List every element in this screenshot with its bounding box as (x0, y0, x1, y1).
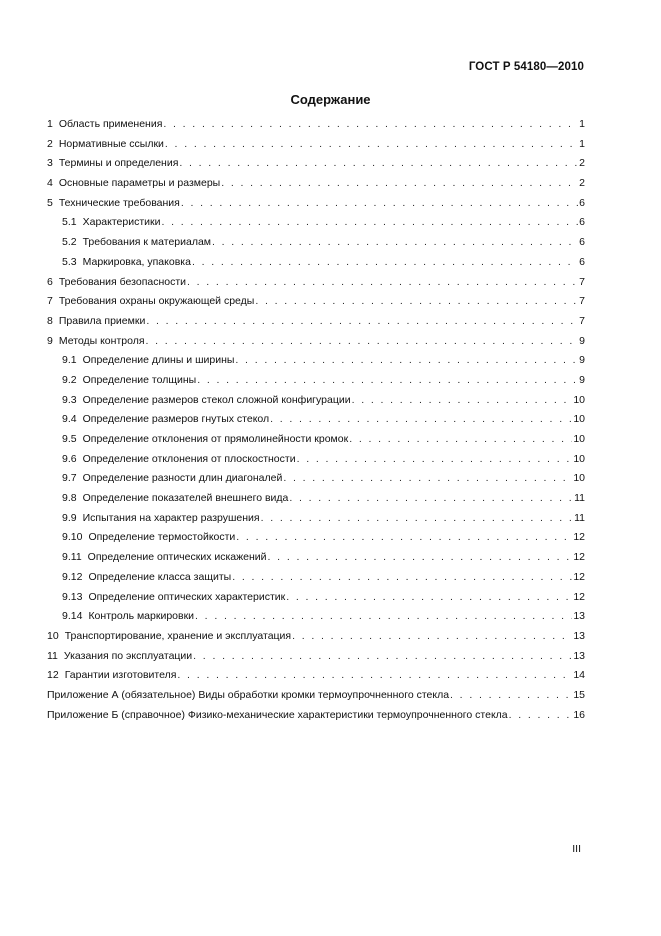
dot-leader (349, 433, 572, 445)
toc-entry[interactable] (47, 630, 585, 650)
toc-entry-label: Основные параметры и размеры (58, 177, 221, 190)
dot-leader (236, 531, 572, 543)
toc-entry-page: 10 (573, 472, 585, 485)
toc-entry-number: 9 (47, 334, 53, 347)
toc-entry[interactable] (47, 453, 585, 473)
dot-leader (146, 315, 578, 327)
toc-entry-number: 5.2 (62, 236, 77, 249)
toc-entry-label: Определение размеров гнутых стекол (82, 413, 270, 426)
page-number: III (572, 843, 581, 855)
toc-entry-label: Определение размеров стекол сложной конфигурации (82, 393, 351, 406)
toc-entry-number: 5 (47, 196, 53, 209)
toc-entry[interactable] (47, 138, 585, 158)
toc-entry[interactable] (47, 472, 585, 492)
toc-entry[interactable] (47, 610, 585, 630)
dot-leader (165, 138, 578, 150)
toc-entry-label: Требования к материалам (82, 236, 212, 249)
toc-entry-page: 15 (573, 688, 585, 701)
dot-leader (195, 610, 572, 622)
toc-entry[interactable] (47, 256, 585, 276)
toc-entry-page: 7 (579, 275, 585, 288)
toc-entry[interactable] (47, 236, 585, 256)
toc-entry[interactable] (47, 394, 585, 414)
toc-entry-label: Определение термостойкости (88, 531, 236, 544)
toc-entry[interactable] (47, 492, 585, 512)
dot-leader (261, 512, 573, 524)
toc-entry-page: 6 (579, 255, 585, 268)
toc-entry-page: 11 (574, 492, 585, 505)
dot-leader (192, 256, 578, 268)
toc-entry-number: 11 (47, 649, 58, 662)
toc-entry-page: 13 (573, 629, 585, 642)
toc-entry-page: 6 (579, 196, 585, 209)
toc-entry-label: Гарантии изготовителя (64, 669, 177, 682)
toc-entry-number: 9.11 (62, 551, 82, 564)
toc-entry[interactable] (47, 118, 585, 138)
dot-leader (197, 374, 578, 386)
toc-entry-number: 5.3 (62, 255, 77, 268)
dot-leader (270, 413, 572, 425)
dot-leader (235, 354, 578, 366)
toc-entry-number: 12 (47, 669, 59, 682)
toc-entry[interactable] (47, 374, 585, 394)
toc-entry-label: Определение показателей внешнего вида (82, 492, 289, 505)
toc-entry-label: Нормативные ссылки (58, 137, 164, 150)
toc-entry-number: 9.12 (62, 570, 83, 583)
toc-entry-page: 2 (579, 157, 585, 170)
toc-entry-page: 12 (573, 570, 585, 583)
toc-entry-number: 8 (47, 314, 53, 327)
dot-leader (509, 709, 573, 721)
toc-entry-page: 12 (573, 551, 585, 564)
toc-entry[interactable] (47, 276, 585, 296)
toc-entry-number: 9.6 (62, 452, 77, 465)
toc-entry-number: 3 (47, 157, 53, 170)
toc-entry-number: 9.8 (62, 492, 77, 505)
toc-entry-page: 14 (573, 669, 585, 682)
toc-entry-label: Определение разности длин диагоналей (82, 472, 283, 485)
toc-entry-label: Приложение Б (справочное) Физико-механические характеристики термоупрочненного стекла (47, 708, 508, 721)
toc-entry-page: 7 (579, 314, 585, 327)
toc-entry-number: 9.14 (62, 610, 83, 623)
toc-entry[interactable] (47, 315, 585, 335)
toc-entry-label: Указания по эксплуатации (63, 649, 193, 662)
toc-entry[interactable] (47, 335, 585, 355)
toc-entry-number: 9.2 (62, 373, 77, 386)
toc-entry-number: 9.13 (62, 590, 83, 603)
toc-entry-label: Определение класса защиты (88, 570, 232, 583)
toc-entry-label: Определение отклонения от плоскостности (82, 452, 296, 465)
dot-leader (286, 591, 572, 603)
toc-entry[interactable] (47, 689, 585, 709)
dot-leader (187, 276, 578, 288)
toc-entry-label: Требования безопасности (58, 275, 187, 288)
toc-entry-number: 9.4 (62, 413, 77, 426)
toc-entry-page: 7 (579, 295, 585, 308)
dot-leader (292, 630, 572, 642)
toc-entry[interactable] (47, 512, 585, 532)
page-title: Содержание (290, 92, 371, 107)
toc-entry[interactable] (47, 197, 585, 217)
dot-leader (193, 650, 572, 662)
toc-entry-page: 11 (574, 511, 585, 524)
toc-entry-number: 9.1 (62, 354, 77, 367)
toc-entry[interactable] (47, 216, 585, 236)
toc-entry[interactable] (47, 295, 585, 315)
toc-entry-page: 1 (579, 137, 585, 150)
toc-entry-number: 6 (47, 275, 53, 288)
toc-entry-page: 9 (579, 334, 585, 347)
toc-entry-page: 9 (579, 373, 585, 386)
dot-leader (181, 197, 578, 209)
toc-entry-number: 4 (47, 177, 53, 190)
toc-entry-label: Определение оптических характеристик (88, 590, 286, 603)
dot-leader (289, 492, 573, 504)
toc-entry-number: 5.1 (62, 216, 77, 229)
toc-entry-number: 9.5 (62, 433, 77, 445)
toc-entry-page: 13 (573, 610, 585, 623)
toc-entry[interactable] (47, 650, 585, 670)
toc-entry-label: Контроль маркировки (88, 610, 195, 623)
toc-entry-label: Термины и определения (58, 157, 179, 170)
dot-leader (212, 236, 578, 248)
toc-entry-label: Определение отклонения от прямолинейности кромок (82, 433, 349, 445)
toc-entry-number: 7 (47, 295, 53, 308)
toc-entry[interactable] (47, 551, 585, 571)
toc-entry[interactable] (47, 433, 585, 453)
dot-leader (221, 177, 578, 189)
dot-leader (450, 689, 572, 701)
toc-entry-label: Испытания на характер разрушения (82, 511, 260, 524)
toc-entry-page: 6 (579, 216, 585, 229)
toc-entry-page: 12 (573, 590, 585, 603)
toc-entry-label: Требования охраны окружающей среды (58, 295, 255, 308)
toc-entry-number: 9.10 (62, 531, 83, 544)
toc-entry-number: 2 (47, 137, 53, 150)
table-of-contents (47, 118, 585, 728)
dot-leader (352, 394, 573, 406)
document-code: ГОСТ Р 54180—2010 (468, 61, 584, 73)
dot-leader (297, 453, 573, 465)
toc-entry[interactable] (47, 669, 585, 689)
toc-entry[interactable] (47, 531, 585, 551)
toc-entry-number: 9.7 (62, 472, 77, 485)
dot-leader (232, 571, 572, 583)
dot-leader (255, 295, 578, 307)
dot-leader (283, 472, 572, 484)
toc-entry-page: 1 (579, 118, 585, 130)
toc-entry-number: 1 (47, 118, 53, 130)
toc-entry-page: 12 (573, 531, 585, 544)
toc-entry[interactable] (47, 591, 585, 611)
toc-entry-label: Характеристики (82, 216, 161, 229)
toc-entry-page: 13 (573, 649, 585, 662)
toc-entry-page: 2 (579, 177, 585, 190)
toc-entry-number: 10 (47, 629, 59, 642)
toc-entry-label: Определение толщины (82, 373, 197, 386)
toc-entry[interactable] (47, 571, 585, 591)
toc-entry-label: Приложение А (обязательное) Виды обработки кромки термоупрочненного стекла (47, 688, 450, 701)
toc-entry-label: Технические требования (58, 196, 180, 209)
dot-leader (163, 118, 578, 130)
dot-leader (146, 335, 579, 347)
dot-leader (161, 216, 578, 228)
toc-entry-page: 9 (579, 354, 585, 367)
toc-entry-page: 10 (573, 452, 585, 465)
toc-entry-number: 9.9 (62, 511, 77, 524)
toc-entry-label: Методы контроля (58, 334, 145, 347)
dot-leader (177, 669, 572, 681)
toc-entry-label: Маркировка, упаковка (82, 255, 191, 268)
toc-entry[interactable] (47, 157, 585, 177)
toc-entry[interactable] (47, 709, 585, 729)
toc-entry-number: 9.3 (62, 393, 77, 406)
dot-leader (268, 551, 573, 563)
toc-entry-page: 16 (573, 708, 585, 721)
toc-entry[interactable] (47, 413, 585, 433)
toc-entry-label: Определение оптических искажений (87, 551, 267, 564)
toc-entry[interactable] (47, 177, 585, 197)
toc-entry-label: Транспортирование, хранение и эксплуатация (64, 629, 292, 642)
toc-entry-label: Правила приемки (58, 314, 146, 327)
toc-entry-page: 10 (573, 413, 585, 426)
toc-entry-page: 6 (579, 236, 585, 249)
toc-entry-page: 10 (573, 393, 585, 406)
dot-leader (179, 157, 578, 169)
toc-entry-label: Определение длины и ширины (82, 354, 235, 367)
toc-entry-page: 10 (573, 433, 585, 445)
toc-entry-label: Область применения (58, 118, 163, 130)
toc-entry[interactable] (47, 354, 585, 374)
